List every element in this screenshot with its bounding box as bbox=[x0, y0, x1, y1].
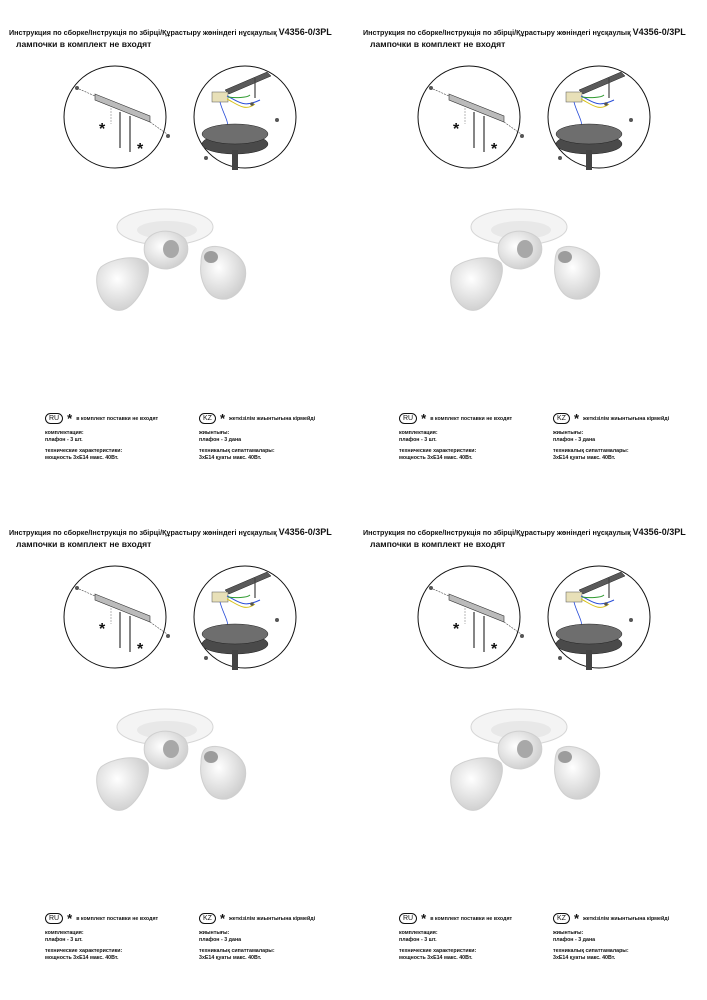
bulbs-note: лампочки в комплект не входят bbox=[370, 539, 506, 549]
kz-section bbox=[199, 410, 349, 463]
instruction-sheet bbox=[0, 500, 353, 1000]
ru-not-included: в комплект поставки не входят bbox=[430, 915, 513, 922]
kz-spec-label: техникалық сипаттамалары: bbox=[199, 947, 275, 954]
ru-kit-value: плафон - 3 шт. bbox=[45, 437, 83, 444]
model-code: V4356-0/3PL bbox=[632, 27, 686, 37]
mounting-diagram-icon bbox=[55, 564, 305, 670]
model-code: V4356-0/3PL bbox=[632, 527, 686, 537]
mounting-diagram-icon bbox=[409, 564, 659, 670]
ru-kit-value: плафон - 3 шт. bbox=[399, 437, 437, 444]
kz-spec-value: 3хЕ14 қуаты макс. 40Вт. bbox=[199, 955, 262, 962]
title-text: Инструкция по сборке/Інструкція по збірці/Құрастыру жөніндегі нұсқаулық bbox=[363, 528, 631, 537]
kz-badge: KZ bbox=[199, 913, 216, 924]
screw-icon bbox=[204, 156, 208, 160]
terminal-block-icon bbox=[566, 592, 582, 602]
instruction-title bbox=[363, 27, 686, 37]
screw-icon bbox=[250, 602, 254, 606]
screw-icon bbox=[604, 102, 608, 106]
terminal-block-icon bbox=[212, 592, 228, 602]
bulbs-note: лампочки в комплект не входят bbox=[16, 539, 152, 549]
screw-icon bbox=[629, 618, 633, 622]
kz-section bbox=[199, 910, 349, 963]
kz-not-included: жеткізілім жиынтығына кірмейді bbox=[583, 915, 670, 922]
ru-section bbox=[45, 910, 195, 963]
instruction-title bbox=[9, 527, 332, 537]
instruction-title bbox=[9, 27, 332, 37]
shade-icon bbox=[451, 758, 503, 811]
title-text: Инструкция по сборке/Інструкція по збірці/Құрастыру жөніндегі нұсқаулық bbox=[363, 28, 631, 37]
ru-kit-label: комплектация: bbox=[45, 430, 84, 436]
ru-spec-value: мощность 3хЕ14 макс. 40Вт. bbox=[399, 955, 473, 962]
screw-icon bbox=[204, 656, 208, 660]
asterisk-icon: * bbox=[491, 141, 498, 158]
kz-kit-value: плафон - 3 дана bbox=[199, 937, 242, 944]
kz-kit-value: плафон - 3 дана bbox=[553, 937, 596, 944]
ru-badge: RU bbox=[399, 413, 417, 424]
ru-spec-value: мощность 3хЕ14 макс. 40Вт. bbox=[45, 955, 119, 962]
asterisk-icon: * bbox=[421, 910, 427, 926]
asterisk-icon: * bbox=[219, 410, 226, 426]
asterisk-icon: * bbox=[573, 910, 580, 926]
kz-kit-label: жиынтығы: bbox=[553, 930, 584, 936]
ru-not-included: в комплект поставки не входят bbox=[76, 915, 159, 922]
ru-not-included: в комплект поставки не входят bbox=[76, 415, 159, 422]
ru-section bbox=[399, 910, 549, 963]
kz-badge: KZ bbox=[553, 413, 570, 424]
lamp-illustration-icon bbox=[449, 205, 629, 315]
asterisk-icon: * bbox=[99, 621, 106, 638]
kz-spec-value: 3хЕ14 қуаты макс. 40Вт. bbox=[553, 455, 616, 462]
ru-badge: RU bbox=[399, 913, 417, 924]
kz-section bbox=[553, 910, 703, 963]
ru-not-included: в комплект поставки не входят bbox=[430, 415, 513, 422]
title-text: Инструкция по сборке/Інструкція по збірці/Құрастыру жөніндегі нұсқаулық bbox=[9, 528, 277, 537]
screw-icon bbox=[558, 656, 562, 660]
screw-icon bbox=[166, 134, 170, 138]
ru-kit-label: комплектация: bbox=[399, 430, 438, 436]
screw-icon bbox=[275, 118, 279, 122]
instruction-sheet bbox=[0, 0, 353, 500]
lamp-illustration-icon bbox=[449, 705, 629, 815]
kz-not-included: жеткізілім жиынтығына кірмейді bbox=[229, 415, 316, 422]
screw-icon bbox=[166, 634, 170, 638]
asterisk-icon: * bbox=[99, 121, 106, 138]
screw-icon bbox=[629, 118, 633, 122]
screw-icon bbox=[520, 634, 524, 638]
kz-kit-label: жиынтығы: bbox=[199, 930, 230, 936]
screw-icon bbox=[275, 618, 279, 622]
mounting-diagram-icon bbox=[55, 64, 305, 170]
kz-kit-value: плафон - 3 дана bbox=[553, 437, 596, 444]
kz-not-included: жеткізілім жиынтығына кірмейді bbox=[229, 915, 316, 922]
ru-spec-label: технические характеристики: bbox=[45, 947, 123, 954]
screw-icon bbox=[558, 156, 562, 160]
ru-kit-value: плафон - 3 шт. bbox=[399, 937, 437, 944]
kz-badge: KZ bbox=[199, 413, 216, 424]
terminal-block-icon bbox=[566, 92, 582, 102]
instruction-title bbox=[363, 527, 686, 537]
ru-badge: RU bbox=[45, 913, 63, 924]
ru-spec-label: технические характеристики: bbox=[45, 447, 123, 454]
model-code: V4356-0/3PL bbox=[278, 27, 332, 37]
lamp-illustration-icon bbox=[95, 205, 275, 315]
screw-icon bbox=[604, 602, 608, 606]
kz-spec-value: 3хЕ14 қуаты макс. 40Вт. bbox=[199, 455, 262, 462]
kz-spec-label: техникалық сипаттамалары: bbox=[553, 447, 629, 454]
asterisk-icon: * bbox=[137, 141, 144, 158]
kz-kit-value: плафон - 3 дана bbox=[199, 437, 242, 444]
bulbs-note: лампочки в комплект не входят bbox=[370, 39, 506, 49]
asterisk-icon: * bbox=[453, 121, 460, 138]
kz-badge: KZ bbox=[553, 913, 570, 924]
asterisk-icon: * bbox=[573, 410, 580, 426]
lamp-illustration-icon bbox=[95, 705, 275, 815]
mounting-diagram-icon bbox=[409, 64, 659, 170]
kz-not-included: жеткізілім жиынтығына кірмейді bbox=[583, 415, 670, 422]
kz-kit-label: жиынтығы: bbox=[199, 430, 230, 436]
asterisk-icon: * bbox=[421, 410, 427, 426]
screw-icon bbox=[250, 102, 254, 106]
asterisk-icon: * bbox=[219, 910, 226, 926]
shade-icon bbox=[97, 758, 149, 811]
kz-spec-value: 3хЕ14 қуаты макс. 40Вт. bbox=[553, 955, 616, 962]
ru-kit-value: плафон - 3 шт. bbox=[45, 937, 83, 944]
screw-icon bbox=[520, 134, 524, 138]
asterisk-icon: * bbox=[453, 621, 460, 638]
ru-spec-value: мощность 3хЕ14 макс. 40Вт. bbox=[45, 455, 119, 462]
ru-kit-label: комплектация: bbox=[399, 930, 438, 936]
asterisk-icon: * bbox=[137, 641, 144, 658]
shade-icon bbox=[451, 258, 503, 311]
title-text: Инструкция по сборке/Інструкція по збірці/Құрастыру жөніндегі нұсқаулық bbox=[9, 28, 277, 37]
ru-spec-label: технические характеристики: bbox=[399, 447, 477, 454]
terminal-block-icon bbox=[212, 92, 228, 102]
asterisk-icon: * bbox=[67, 410, 73, 426]
ru-kit-label: комплектация: bbox=[45, 930, 84, 936]
ru-section bbox=[399, 410, 549, 463]
model-code: V4356-0/3PL bbox=[278, 527, 332, 537]
ru-spec-value: мощность 3хЕ14 макс. 40Вт. bbox=[399, 455, 473, 462]
kz-spec-label: техникалық сипаттамалары: bbox=[199, 447, 275, 454]
asterisk-icon: * bbox=[67, 910, 73, 926]
kz-kit-label: жиынтығы: bbox=[553, 430, 584, 436]
asterisk-icon: * bbox=[491, 641, 498, 658]
ru-badge: RU bbox=[45, 413, 63, 424]
instruction-sheet bbox=[354, 0, 707, 500]
bulbs-note: лампочки в комплект не входят bbox=[16, 39, 152, 49]
instruction-sheet bbox=[354, 500, 707, 1000]
ru-spec-label: технические характеристики: bbox=[399, 947, 477, 954]
kz-spec-label: техникалық сипаттамалары: bbox=[553, 947, 629, 954]
ru-section bbox=[45, 410, 195, 463]
kz-section bbox=[553, 410, 703, 463]
shade-icon bbox=[97, 258, 149, 311]
